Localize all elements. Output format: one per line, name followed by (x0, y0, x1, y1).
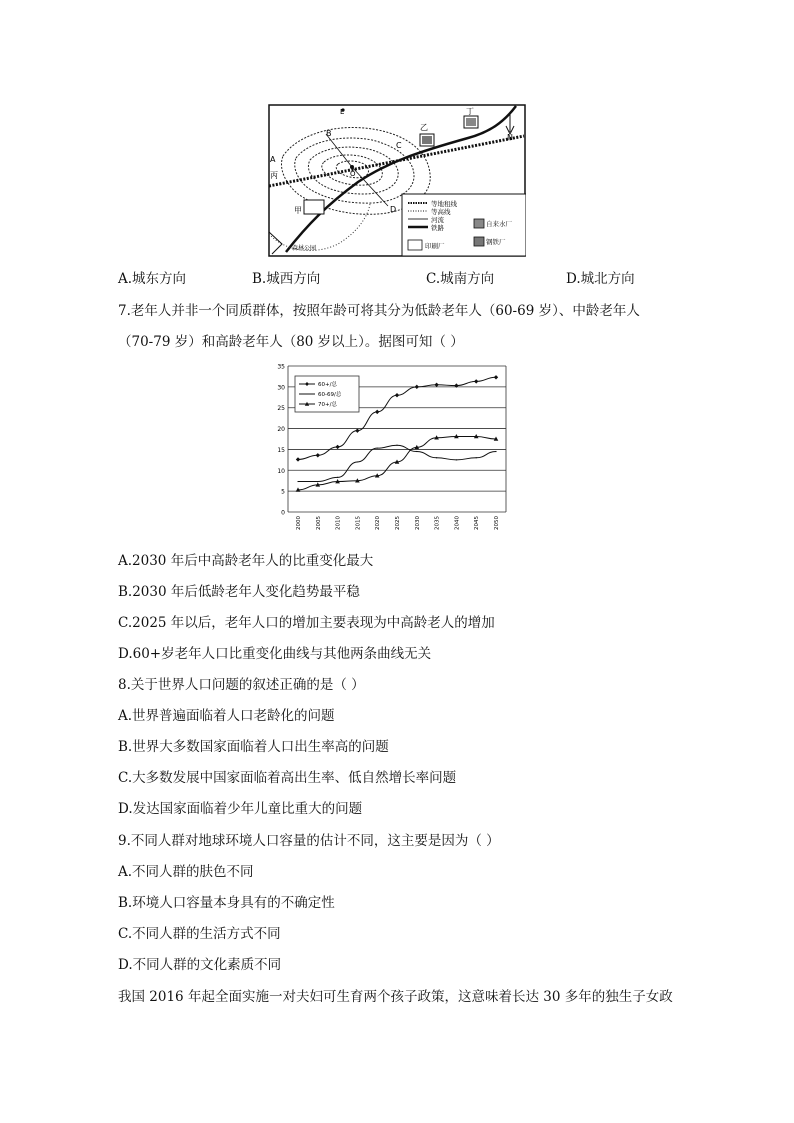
x-tick-label: 2030 (414, 516, 421, 530)
data-point (355, 428, 359, 432)
q9-option-c: C.不同人群的生活方式不同 (118, 926, 281, 942)
map-label-d: D (390, 205, 397, 214)
q7-stem-line2: （70-79 岁）和高龄老年人（80 岁以上）。据图可知（ ） (118, 334, 464, 350)
y-tick-label: 10 (277, 467, 285, 475)
data-point (337, 477, 338, 478)
data-point (416, 451, 417, 452)
map-label-bing: 丙 (270, 171, 278, 180)
x-tick-label: 2015 (355, 516, 362, 530)
data-point (317, 481, 318, 482)
legend-label: 60-69/总 (318, 392, 342, 398)
x-tick-label: 2020 (375, 516, 382, 530)
data-point (474, 379, 478, 383)
y-tick-label: 25 (277, 405, 285, 413)
data-point (456, 459, 457, 460)
legend-label: 70+/总 (318, 402, 337, 408)
map-label-c: C (396, 141, 402, 150)
y-tick-label: 20 (277, 426, 285, 434)
data-point (375, 410, 379, 414)
data-point (296, 457, 300, 461)
svg-text:等地租线: 等地租线 (431, 200, 457, 208)
data-point (434, 383, 438, 387)
map-label-yi: 乙 (420, 123, 428, 132)
q7-option-c: C.2025 年以后，老年人口的增加主要表现为中高龄老人的增加 (118, 615, 495, 631)
svg-text:等高线: 等高线 (431, 208, 451, 216)
q8-option-c: C.大多数发展中国家面临着高出生率、低自然增长率问题 (118, 770, 457, 786)
data-point (357, 461, 358, 462)
data-point (396, 445, 397, 446)
q8-option-d: D.发达国家面临着少年儿童比重大的问题 (118, 801, 363, 817)
x-tick-label: 2035 (434, 516, 441, 530)
map-label-n: N (507, 133, 513, 142)
q9-stem: 9.不同人群对地球环境人口容量的估计不同，这主要是因为（ ） (118, 833, 500, 849)
x-tick-label: 2005 (315, 516, 322, 530)
x-tick-label: 2010 (335, 516, 342, 530)
svg-text:铁路: 铁路 (431, 224, 444, 232)
data-point (495, 451, 496, 452)
q8-option-b: B.世界大多数国家面临着人口出生率高的问题 (118, 739, 389, 755)
y-tick-label: 30 (277, 384, 285, 392)
q6-option-a: A.城东方向 (118, 271, 187, 287)
data-point (476, 457, 477, 458)
q7-option-b: B.2030 年后低龄老年人变化趋势最平稳 (118, 584, 360, 600)
map-label-b: B (326, 129, 332, 138)
svg-text:河流: 河流 (431, 216, 444, 224)
data-point (415, 385, 419, 389)
map-legend (402, 194, 526, 256)
svg-text:自来水厂: 自来水厂 (486, 220, 512, 228)
y-tick-label: 0 (281, 509, 285, 517)
legend-label: 60+/总 (318, 382, 337, 388)
y-tick-label: 5 (281, 488, 285, 496)
svg-text:钢铁厂: 钢铁厂 (486, 238, 506, 246)
q9-option-b: B.环境人口容量本身具有的不确定性 (118, 895, 335, 911)
q7-option-d: D.60+岁老年人口比重变化曲线与其他两条曲线无关 (118, 646, 432, 662)
x-tick-label: 2025 (395, 516, 401, 530)
map-label-a: A (270, 155, 276, 164)
svg-text:印刷厂: 印刷厂 (425, 242, 445, 250)
q6-option-b: B.城西方向 (252, 271, 321, 287)
map-label-o: O (350, 170, 356, 178)
data-point (377, 448, 378, 449)
data-point (335, 445, 339, 449)
data-point (494, 375, 498, 379)
data-point (395, 393, 399, 397)
data-point (316, 453, 320, 457)
q8-stem: 8.关于世界人口问题的叙述正确的是（ ） (118, 677, 365, 693)
passage-text: 我国 2016 年起全面实施一对夫妇可生育两个孩子政策，这意味着长达 30 多年的独生子女政 (118, 989, 673, 1005)
y-tick-label: 35 (277, 363, 285, 371)
q9-option-d: D.不同人群的文化素质不同 (118, 957, 282, 973)
x-tick-label: 2040 (454, 516, 461, 530)
map-label-jia: 甲 (294, 206, 302, 215)
q7-option-a: A.2030 年后中高龄老年人的比重变化最大 (118, 553, 374, 569)
data-point (297, 481, 298, 482)
q6-option-d: D.城北方向 (566, 271, 635, 287)
x-tick-label: 2050 (494, 516, 500, 530)
data-point (436, 457, 437, 458)
y-tick-label: 15 (277, 446, 285, 454)
population-chart (268, 362, 513, 540)
x-tick-label: 2000 (296, 516, 302, 530)
x-tick-label: 2045 (474, 516, 481, 530)
map-label-park: 森林公园 (292, 245, 317, 252)
map-label-e: E (340, 108, 345, 116)
q9-option-a: A.不同人群的肤色不同 (118, 864, 254, 880)
map-label-ding: 丁 (466, 107, 474, 116)
map-figure (268, 104, 526, 257)
q6-option-c: C.城南方向 (426, 271, 495, 287)
q7-stem-line1: 7.老年人并非一个同质群体，按照年龄可将其分为低龄老年人（60-69 岁）、中龄老年人 (118, 303, 640, 319)
q8-option-a: A.世界普遍面临着人口老龄化的问题 (118, 708, 335, 724)
